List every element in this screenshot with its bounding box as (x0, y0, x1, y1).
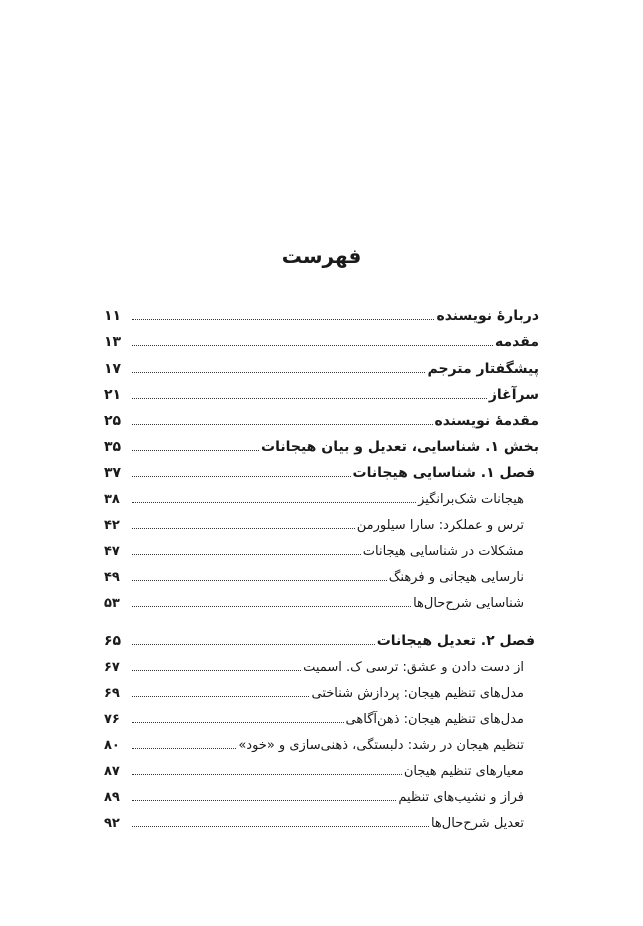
toc-entry (104, 511, 524, 533)
toc-entry-page-number: ۳۷ (104, 465, 122, 481)
dot-leader (132, 644, 375, 645)
dot-leader (132, 450, 259, 451)
toc-entry (104, 731, 524, 753)
toc-entry-label: تنظیم هیجان در رشد: دلبستگی، ذهنی‌سازی و «خود» (238, 738, 524, 753)
toc-entry (104, 627, 535, 649)
toc-entry-label: بخش ۱. شناسایی، تعدیل و بیان هیجانات (261, 439, 539, 455)
dot-leader (132, 528, 355, 529)
toc-entry (104, 757, 524, 779)
toc-entry-page-number: ۱۱ (104, 308, 122, 324)
dot-leader (132, 580, 387, 581)
toc-entry (104, 302, 539, 324)
toc-entry-label: فصل ۱. شناسایی هیجانات (352, 465, 535, 481)
toc-entry-label: پیشگفتار مترجم (427, 361, 539, 377)
toc-entry (104, 485, 524, 507)
toc-entry-label: از دست دادن و عشق: ترسی ک. اسمیت (303, 660, 524, 675)
toc-entry (104, 459, 535, 481)
toc-entry-label: ترس و عملکرد: سارا سیلورمن (356, 518, 524, 533)
toc-entry-label: معیارهای تنظیم هیجان (403, 764, 524, 779)
toc-entry (104, 563, 524, 585)
dot-leader (132, 800, 396, 801)
dot-leader (132, 774, 402, 775)
toc-entry-label: فراز و نشیب‌های تنظیم (398, 790, 524, 805)
toc-entry-page-number: ۹۲ (104, 816, 120, 831)
toc-entry-label: مقدمهٔ نویسنده (434, 413, 539, 429)
toc-entry (104, 407, 539, 429)
dot-leader (132, 424, 433, 425)
toc-entry-label: مدل‌های تنظیم هیجان: ذهن‌آگاهی (345, 712, 524, 727)
dot-leader (132, 398, 487, 399)
dot-leader (132, 722, 344, 723)
dot-leader (132, 696, 309, 697)
toc-entry (104, 679, 524, 701)
toc-entry-page-number: ۶۷ (104, 660, 120, 675)
toc-entry (104, 589, 524, 611)
toc-entry (104, 381, 539, 403)
dot-leader (132, 372, 425, 373)
toc-entry-page-number: ۲۱ (104, 387, 122, 403)
toc-entry-label: فصل ۲. تعدیل هیجانات (376, 633, 535, 649)
toc-title: فهرست (281, 244, 362, 268)
dot-leader (132, 319, 434, 320)
toc-entry (104, 705, 524, 727)
toc-entry-page-number: ۳۸ (104, 492, 120, 507)
toc-entry-page-number: ۴۲ (104, 518, 120, 533)
toc-entry-page-number: ۱۷ (104, 361, 122, 377)
toc-entry-page-number: ۶۹ (104, 686, 120, 701)
dot-leader (132, 502, 416, 503)
toc-entry-page-number: ۱۳ (104, 334, 122, 350)
toc-entry-label: مدل‌های تنظیم هیجان: پردازش شناختی (311, 686, 524, 701)
toc-entry-label: شناسایی شرح‌حال‌ها (413, 596, 524, 611)
toc-entry-page-number: ۵۳ (104, 596, 120, 611)
dot-leader (132, 606, 411, 607)
toc-entry-page-number: ۴۷ (104, 544, 120, 559)
toc-entry (104, 537, 524, 559)
dot-leader (132, 670, 301, 671)
toc-entry-label: مشکلات در شناسایی هیجانات (362, 544, 524, 559)
toc-entry-page-number: ۲۵ (104, 413, 122, 429)
toc-entry (104, 433, 539, 455)
toc-entry (104, 809, 524, 831)
toc-entry-label: دربارهٔ نویسنده (436, 308, 539, 324)
toc-entry-page-number: ۷۶ (104, 712, 120, 727)
toc-entry-label: تعدیل شرح‌حال‌ها (430, 816, 524, 831)
toc-entry-label: سرآغاز (488, 387, 539, 403)
toc-entry-page-number: ۶۵ (104, 633, 122, 649)
toc-entry-page-number: ۸۷ (104, 764, 120, 779)
dot-leader (132, 826, 429, 827)
dot-leader (132, 476, 351, 477)
toc-entry (104, 328, 539, 350)
dot-leader (132, 554, 361, 555)
toc-entry-page-number: ۸۹ (104, 790, 120, 805)
toc-entry-label: مقدمه (495, 334, 539, 350)
dot-leader (132, 345, 493, 346)
toc-entry (104, 355, 539, 377)
toc-entry (104, 783, 524, 805)
toc-entry-page-number: ۸۰ (104, 738, 120, 753)
toc-entry-label: نارسایی هیجانی و فرهنگ (388, 570, 524, 585)
toc-entry-page-number: ۳۵ (104, 439, 122, 455)
toc-entry-label: هیجانات شک‌برانگیز (418, 492, 524, 507)
toc-entry-page-number: ۴۹ (104, 570, 120, 585)
toc-entry (104, 653, 524, 675)
dot-leader (132, 748, 236, 749)
